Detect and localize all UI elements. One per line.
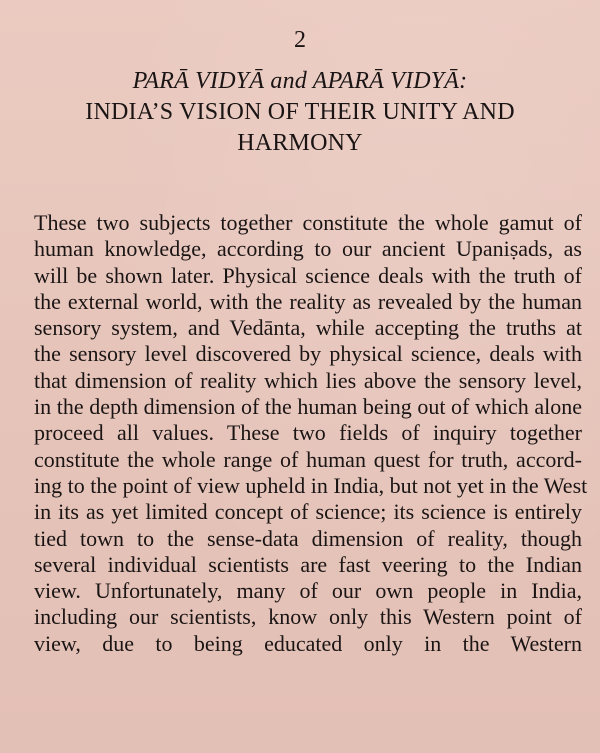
chapter-title-line-1: PARĀ VIDYĀ and APARĀ VIDYĀ:: [132, 68, 468, 94]
chapter-title-line-2: INDIA’S VISION OF THEIR UNITY AND: [85, 99, 515, 125]
body-line: These two subjects together constitute the whole gamut of: [34, 210, 582, 235]
body-line: will be shown later. Physical science deals with the truth of: [34, 262, 582, 288]
body-line: human knowledge, according to our ancient Upaniṣads, as: [34, 236, 582, 262]
body-line: view. Unfortunately, many of our own people in India,: [34, 578, 582, 604]
body-line: tied town to the sense-data dimension of reality, though: [34, 525, 582, 551]
body-line: the sensory level discovered by physical science, deals with: [34, 341, 582, 367]
body-paragraph: [34, 210, 588, 657]
chapter-number: 2: [294, 27, 306, 53]
body-line: proceed all values. These two fields of inquiry together: [34, 420, 582, 446]
body-line: constitute the whole range of human quest for truth, accord-: [34, 446, 582, 472]
body-line: in its as yet limited concept of science; its science is entirely: [34, 499, 582, 525]
chapter-title-line-3: HARMONY: [237, 130, 363, 156]
body-line: in the depth dimension of the human being out of which alone: [34, 394, 582, 420]
body-line: that dimension of reality which lies above the sensory level,: [34, 367, 582, 393]
body-line: including our scientists, know only this Western point of: [34, 604, 582, 630]
body-line: view, due to being educated only in the Western: [34, 630, 582, 656]
body-line: several individual scientists are fast veering to the Indian: [34, 551, 582, 577]
body-line: ing to the point of view upheld in India, but not yet in the West: [34, 472, 588, 498]
body-line: sensory system, and Vedānta, while accepting the truths at: [34, 315, 582, 341]
body-line: the external world, with the reality as revealed by the human: [34, 288, 582, 314]
